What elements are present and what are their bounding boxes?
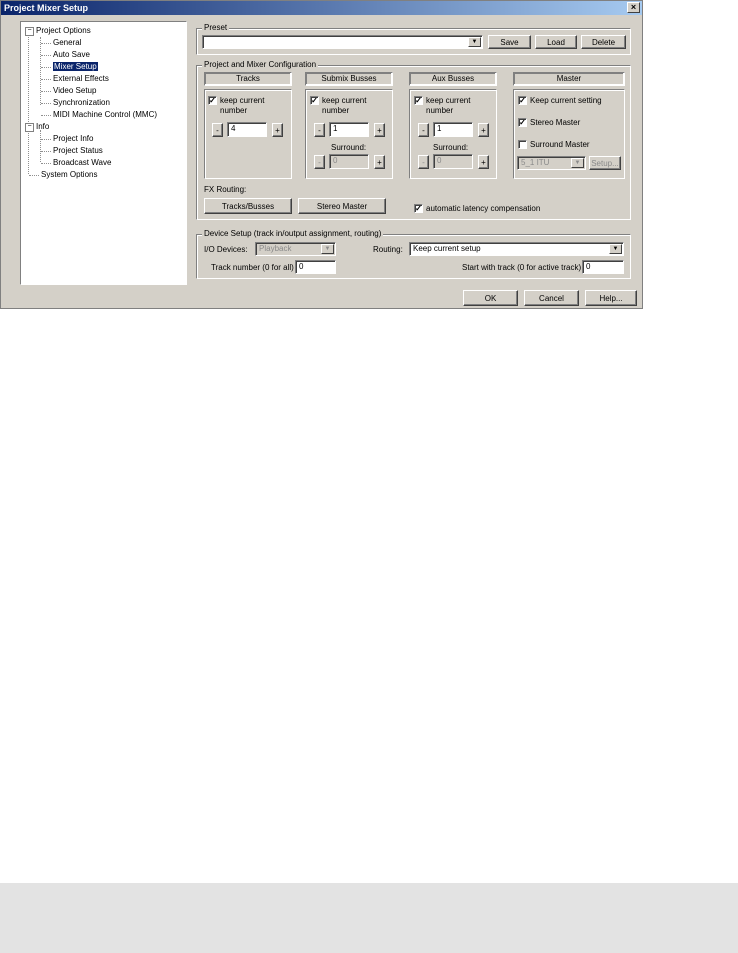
dropdown-arrow-icon[interactable]: ▼ — [571, 158, 584, 168]
aux-surround-decrement-button[interactable]: - — [418, 155, 429, 169]
ok-button[interactable]: OK — [463, 290, 518, 306]
submix-surround-input[interactable] — [329, 154, 369, 169]
tree-item-video-setup[interactable]: Video Setup — [53, 86, 97, 95]
tree-item-broadcast-wave[interactable]: Broadcast Wave — [53, 158, 112, 167]
submix-surround-value: 0 — [333, 156, 338, 165]
aux-keep-checkbox[interactable]: ✓ — [415, 96, 422, 105]
surround-format-value: 5_1 ITU — [521, 158, 550, 167]
io-devices-select[interactable] — [255, 242, 336, 256]
start-track-value: 0 — [586, 262, 591, 271]
tracks-header: Tracks — [204, 72, 292, 86]
close-button[interactable]: × — [627, 2, 640, 13]
tracks-busses-button[interactable]: Tracks/Busses — [204, 198, 292, 214]
tree-item-project-info[interactable]: Project Info — [53, 134, 94, 143]
submix-number-input[interactable] — [329, 122, 369, 137]
tree-line — [41, 67, 51, 68]
tree-item-project-status[interactable]: Project Status — [53, 146, 103, 155]
window-title: Project Mixer Setup — [4, 3, 89, 13]
device-group-label: Device Setup (track in/output assignment, routing) — [204, 229, 382, 238]
track-number-input[interactable] — [295, 260, 336, 274]
master-keep-label: Keep current setting — [530, 96, 602, 105]
tree-line — [28, 34, 29, 174]
tree-line — [41, 91, 51, 92]
collapse-icon[interactable]: − — [25, 27, 34, 36]
fx-routing-label: FX Routing: — [204, 185, 247, 194]
dropdown-arrow-icon[interactable]: ▼ — [468, 37, 481, 47]
io-devices-label: I/O Devices: — [204, 245, 248, 254]
tree-line — [41, 79, 51, 80]
preset-group-label: Preset — [204, 23, 228, 32]
tracks-number-input[interactable] — [227, 122, 267, 137]
config-group-label: Project and Mixer Configuration — [204, 60, 317, 69]
submix-surround-decrement-button[interactable]: - — [314, 155, 325, 169]
tracks-keep-checkbox[interactable]: ✓ — [209, 96, 216, 105]
aux-increment-button[interactable]: + — [478, 123, 489, 137]
title-bar[interactable] — [1, 1, 642, 15]
submix-keep-checkbox[interactable]: ✓ — [311, 96, 318, 105]
tree-item-mixer-setup[interactable]: Mixer Setup — [54, 62, 97, 71]
cancel-button[interactable]: Cancel — [524, 290, 579, 306]
surround-master-label: Surround Master — [530, 140, 590, 149]
aux-surround-label: Surround: — [433, 143, 469, 152]
tree-line — [41, 55, 51, 56]
submix-increment-button[interactable]: + — [374, 123, 385, 137]
stereo-master-checkbox[interactable]: ✓ — [519, 118, 526, 127]
bottom-gray-band — [0, 883, 738, 953]
tree-line — [41, 43, 51, 44]
tree-item-system-options[interactable]: System Options — [41, 170, 98, 179]
routing-label: Routing: — [373, 245, 403, 254]
dropdown-arrow-icon[interactable]: ▼ — [609, 244, 622, 254]
tracks-decrement-button[interactable]: - — [212, 123, 223, 137]
tree-line — [41, 151, 51, 152]
start-track-input[interactable] — [582, 260, 624, 274]
aux-surround-input[interactable] — [433, 154, 473, 169]
tree-item-project-options[interactable]: Project Options — [36, 26, 91, 35]
dropdown-arrow-icon[interactable]: ▼ — [321, 244, 334, 254]
track-number-value: 0 — [299, 262, 304, 271]
latency-label: automatic latency compensation — [426, 204, 541, 213]
aux-number-input[interactable] — [433, 122, 473, 137]
track-number-label: Track number (0 for all) — [211, 263, 294, 272]
surround-format-select[interactable] — [517, 156, 586, 170]
save-button[interactable]: Save — [488, 35, 531, 49]
tree-line — [40, 130, 41, 162]
aux-header: Aux Busses — [409, 72, 497, 86]
stereo-master-button[interactable]: Stereo Master — [298, 198, 386, 214]
tree-item-external-effects[interactable]: External Effects — [53, 74, 109, 83]
tree-line — [41, 139, 51, 140]
help-button[interactable]: Help... — [585, 290, 637, 306]
submix-number-value: 1 — [333, 124, 338, 133]
tracks-keep-label: keep current number — [220, 96, 265, 115]
io-devices-value: Playback — [259, 244, 292, 253]
tree-line — [41, 163, 51, 164]
routing-select[interactable] — [409, 242, 624, 256]
start-track-label: Start with track (0 for active track) — [462, 263, 582, 272]
latency-checkbox[interactable]: ✓ — [415, 204, 422, 213]
submix-keep-label: keep current number — [322, 96, 367, 115]
delete-button[interactable]: Delete — [581, 35, 626, 49]
aux-surround-value: 0 — [437, 156, 442, 165]
tracks-number-value: 4 — [231, 124, 236, 133]
tree-item-info[interactable]: Info — [36, 122, 50, 131]
load-button[interactable]: Load — [535, 35, 577, 49]
submix-surround-increment-button[interactable]: + — [374, 155, 385, 169]
tree-item-synchronization[interactable]: Synchronization — [53, 98, 110, 107]
tracks-increment-button[interactable]: + — [272, 123, 283, 137]
tree-item-general[interactable]: General — [53, 38, 82, 47]
aux-number-value: 1 — [437, 124, 442, 133]
surround-setup-button[interactable]: Setup... — [589, 156, 621, 170]
submix-surround-label: Surround: — [331, 143, 367, 152]
surround-master-checkbox[interactable] — [518, 140, 527, 149]
tree-item-auto-save[interactable]: Auto Save — [53, 50, 90, 59]
master-header: Master — [513, 72, 625, 86]
tree-line — [41, 115, 51, 116]
preset-combo[interactable] — [202, 35, 483, 49]
options-tree[interactable] — [20, 21, 187, 285]
collapse-icon[interactable]: − — [25, 123, 34, 132]
master-keep-checkbox[interactable]: ✓ — [519, 96, 526, 105]
dialog-window — [0, 0, 643, 309]
aux-surround-increment-button[interactable]: + — [478, 155, 489, 169]
routing-value: Keep current setup — [413, 244, 481, 253]
tree-line — [41, 103, 51, 104]
aux-decrement-button[interactable]: - — [418, 123, 429, 137]
submix-header: Submix Busses — [305, 72, 393, 86]
tree-line — [40, 37, 41, 105]
tree-line — [29, 175, 39, 176]
aux-keep-label: keep current number — [426, 96, 471, 115]
stereo-master-label: Stereo Master — [530, 118, 581, 127]
submix-decrement-button[interactable]: - — [314, 123, 325, 137]
tree-item-mmc[interactable]: MIDI Machine Control (MMC) — [53, 110, 158, 119]
